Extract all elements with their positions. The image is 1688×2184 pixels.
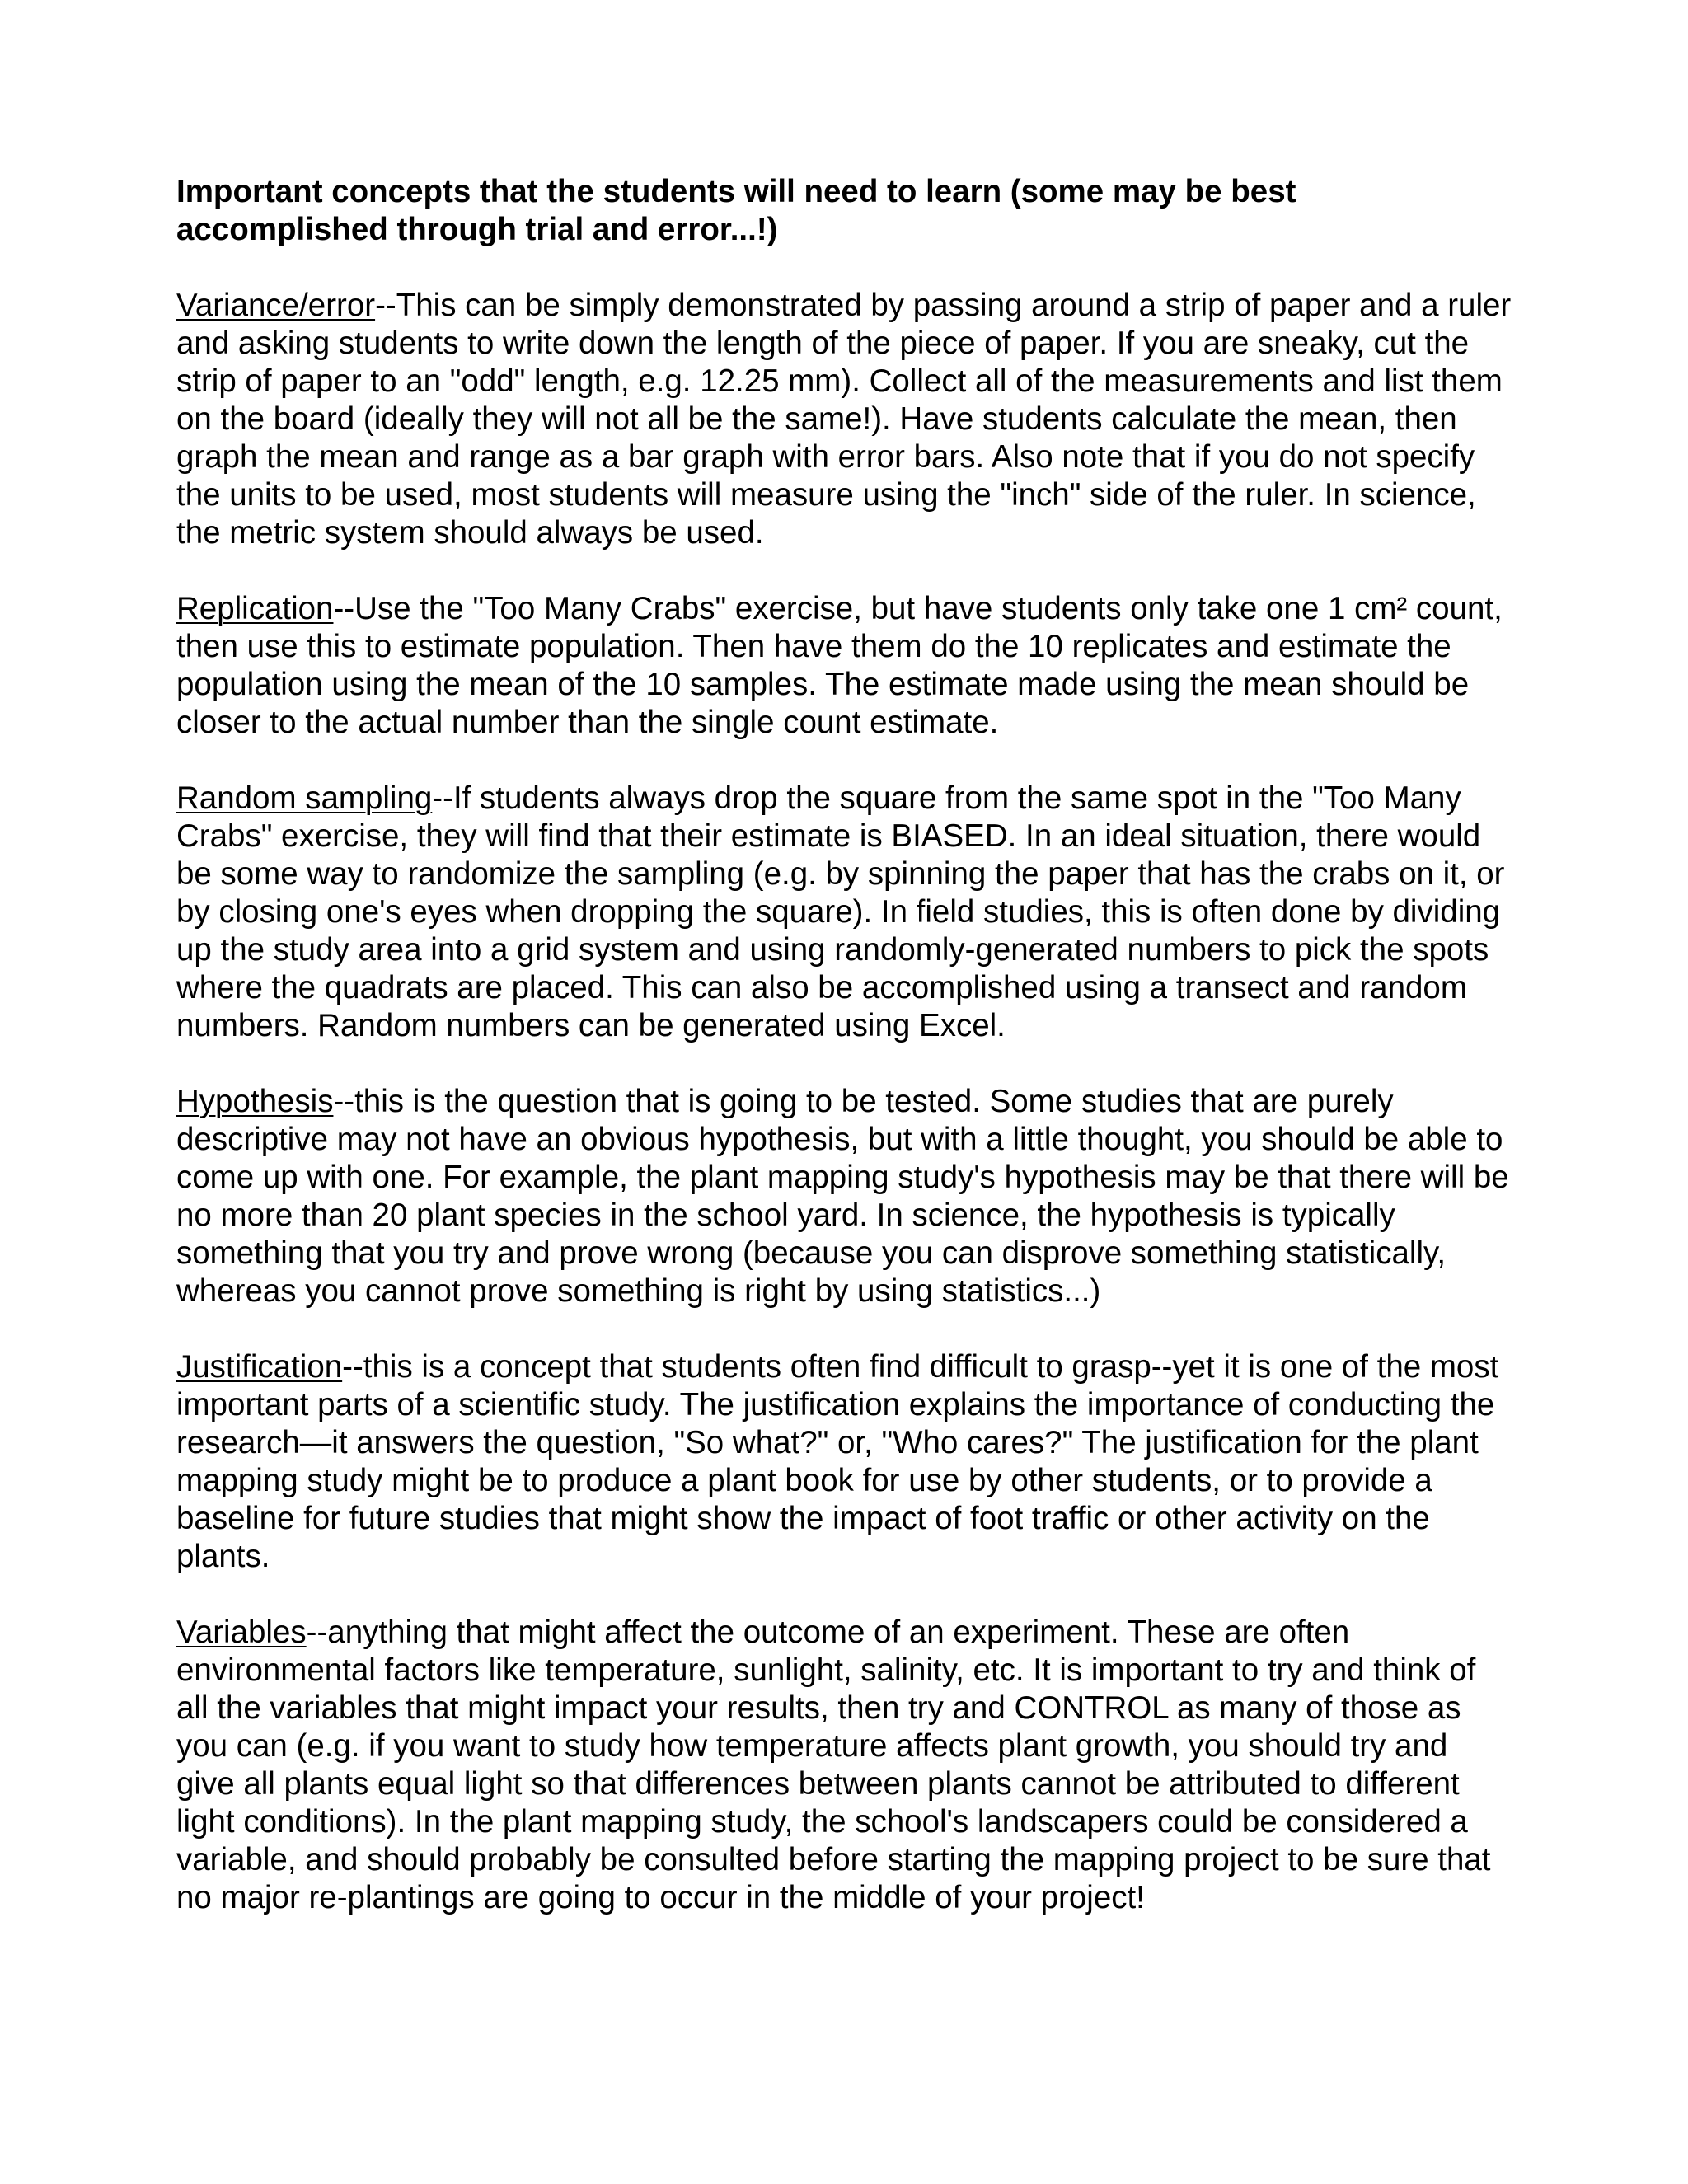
section-text: --Use the "Too Many Crabs" exercise, but have students only take one 1 cm² count, then use this to estimate population. Then have them do the 10 replicates and estimate the population using the mean of the 10 samples. The estimate made using the mean should be closer to the actual number than the single count estimate. — [176, 591, 1503, 740]
document-heading: Important concepts that the students will need to learn (some may be best accomplished through trial and error...!) — [176, 174, 1296, 247]
section-term: Variables — [176, 1615, 307, 1650]
section-term: Justification — [176, 1349, 343, 1385]
section-replication — [176, 590, 1512, 742]
section-random-sampling — [176, 780, 1512, 1045]
section-term: Variance/error — [176, 288, 376, 323]
section-variance-error — [176, 287, 1512, 552]
section-hypothesis — [176, 1083, 1512, 1310]
section-variables — [176, 1614, 1512, 1917]
section-term: Random sampling — [176, 780, 433, 816]
section-text: --anything that might affect the outcome of an experiment. These are often environmental factors like temperature, sunlight, salinity, etc. It is important to try and think of all the variables that might impact your results, then try and CONTROL as many of those as you can (e.g. if you want to study how temperature affects plant growth, you should try and give all plants equal light so that differences between plants cannot be attributed to different light conditions). In the plant mapping study, the school's landscapers could be considered a variable, and should probably be consulted before starting the mapping project to be sure that no major re-plantings are going to occur in the middle of your project! — [176, 1615, 1491, 1915]
section-text: --This can be simply demonstrated by passing around a strip of paper and a ruler and asking students to write down the length of the piece of paper. If you are sneaky, cut the strip of paper to an "odd" length, e.g. 12.25 mm). Collect all of the measurements and list them on the board (ideally they will not all be the same!). Have students calculate the mean, then graph the mean and range as a bar graph with error bars. Also note that if you do not specify the units to be used, most students will measure using the "inch" side of the ruler. In science, the metric system should always be used. — [176, 288, 1512, 551]
section-term: Hypothesis — [176, 1084, 334, 1119]
section-text: --this is the question that is going to be tested. Some studies that are purely descriptive may not have an obvious hypothesis, but with a little thought, you should be able to come up with one. For example, the plant mapping study's hypothesis may be that there will be no more than 20 plant species in the school yard. In science, the hypothesis is typically something that you try and prove wrong (because you can disprove something statistically, whereas you cannot prove something is right by using statistics...) — [176, 1084, 1509, 1309]
section-justification — [176, 1348, 1512, 1576]
section-term: Replication — [176, 591, 334, 626]
section-text: --this is a concept that students often find difficult to grasp--yet it is one of the most important parts of a scientific study. The justification explains the importance of conducting the research—it answers the question, "So what?" or, "Who cares?" The justification for the plant mapping study might be to produce a plant book for use by other students, or to provide a baseline for future studies that might show the impact of foot traffic or other activity on the plants. — [176, 1349, 1499, 1574]
document-page — [176, 173, 1512, 1955]
section-text: --If students always drop the square from the same spot in the "Too Many Crabs" exercise, they will find that their estimate is BIASED. In an ideal situation, there would be some way to randomize the sampling (e.g. by spinning the paper that has the crabs on it, or by closing one's eyes when dropping the square). In field studies, this is often done by dividing up the study area into a grid system and using randomly-generated numbers to pick the spots where the quadrats are placed. This can also be accomplished using a transect and random numbers. Random numbers can be generated using Excel. — [176, 780, 1505, 1043]
